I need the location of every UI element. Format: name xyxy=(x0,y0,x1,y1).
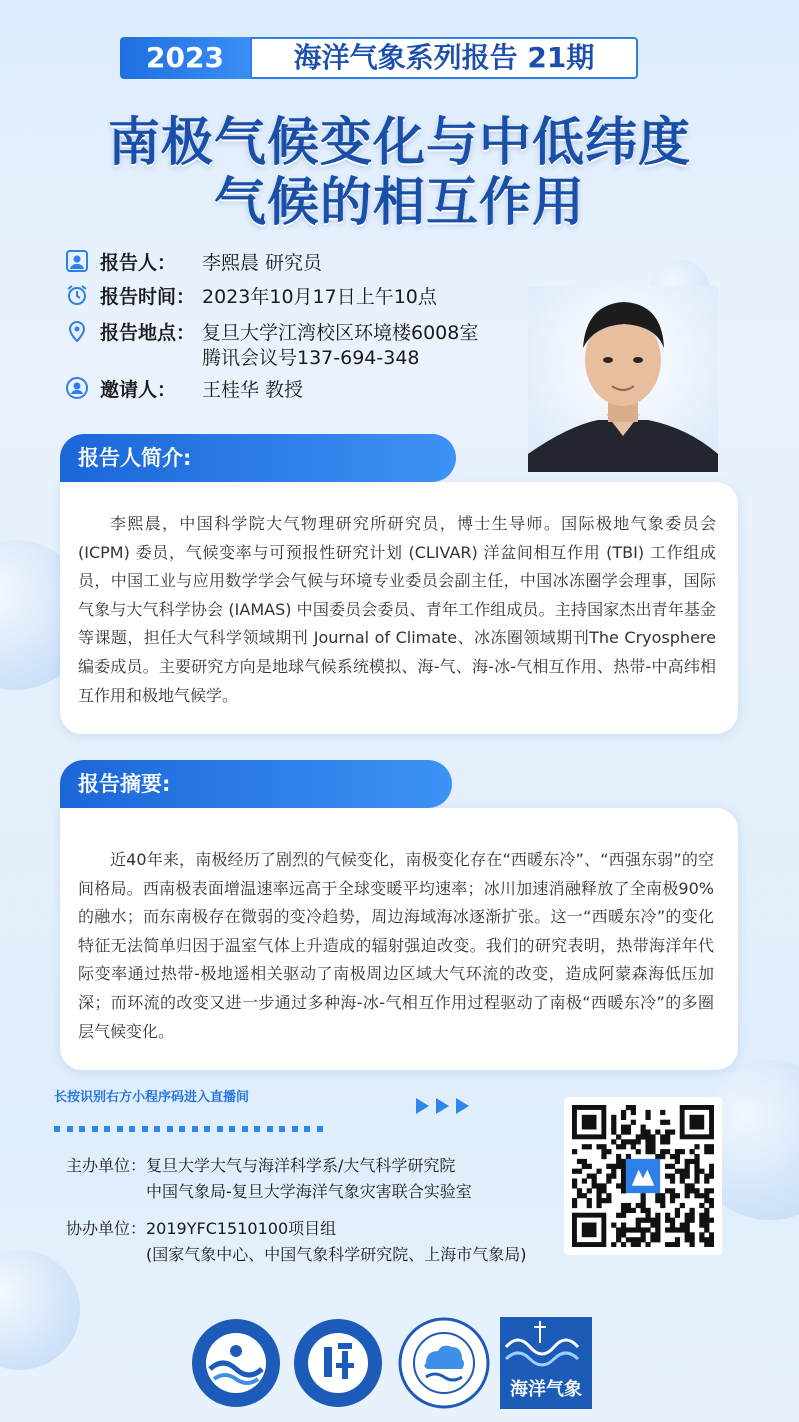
location-pin-icon xyxy=(66,320,88,342)
abstract-card xyxy=(60,808,738,1070)
organizer-co xyxy=(66,1216,527,1264)
bio-card xyxy=(60,482,738,734)
page-title-line2: 气候的相互作用 xyxy=(213,173,585,233)
marine-weather-logo xyxy=(500,1317,592,1409)
header-year: 2023 xyxy=(120,37,250,79)
host-unit-line1: 复旦大学大气与海洋科学系/大气科学研究院 xyxy=(146,1156,456,1175)
co-unit-line2: (国家气象中心、中国气象科学研究院、上海市气象局) xyxy=(146,1245,527,1264)
host-value: 王桂华 教授 xyxy=(202,379,304,401)
arrow-right-icon xyxy=(416,1098,476,1118)
fudan-institute-logo xyxy=(292,1317,384,1409)
marine-weather-logo-text: 海洋气象 xyxy=(510,1379,582,1400)
live-hint: 长按识别右方小程序码进入直播间 xyxy=(54,1090,250,1105)
abstract-heading: 报告摘要: xyxy=(60,760,452,808)
speaker-photo xyxy=(528,286,718,472)
abstract-text: 近40年来，南极经历了剧烈的气候变化，南极变化存在“西暖东冷”、“西强东弱”的空间格局。西南极表面增温速率远高于全球变暖平均速率；冰川加速消融释放了全南极90%的融水；而东南极存在微弱的变冷趋势，周边海域海冰逐渐扩张。这一“西暖东冷”的变化特征无法简单归因于温室气体上升造成的辐射强迫改变。我们的研究表明，热带海洋年代际变率通过热带-极地遥相关驱动了南极周边区域大气环流的改变，造成阿蒙森海低压加深；而环流的改变又进一步通过多种海-冰-气相互作用过程驱动了南极“西暖东冷”的多圈层气候变化。 xyxy=(78,850,714,1041)
place-label: 报告地点： xyxy=(100,322,196,344)
host-unit-label: 主办单位： xyxy=(66,1156,147,1175)
qr-code[interactable] xyxy=(564,1097,722,1255)
person-card-icon xyxy=(66,250,88,272)
host-label: 邀请人： xyxy=(100,379,177,401)
dotted-divider xyxy=(54,1117,329,1136)
bio-text: 李熙晨，中国科学院大气物理研究所研究员，博士生导师。国际极地气象委员会(ICPM) 委员，气候变率与可预报性研究计划 (CLIVAR) 洋盆间相互作用 (TBI) 工作组成员，中国工业与应用数学学会气候与环境专业委员会副主任，中国冰冻圈学会理事，国际气象与大气科学协会 (IAMAS) 中国委员会委员、青年工作组成员。主持国家杰出青年基金等课题，担任大气科学领域期刊 Journal of Climate、冰冻圈领域期刊The Cryosphere 编委成员。主要研究方向是地球气候系统模拟、海-气、海-冰-气相互作用、热带-中高纬相互作用和极地气候学。 xyxy=(78,514,716,705)
fudan-atmos-logo xyxy=(190,1317,282,1409)
speaker-value: 李熙晨 研究员 xyxy=(202,252,323,274)
place-value-line2: 腾讯会议号137-694-348 xyxy=(202,347,420,369)
bubble-decoration xyxy=(0,1250,80,1370)
co-unit-label: 协办单位： xyxy=(66,1219,147,1238)
co-unit-line1: 2019YFC1510100项目组 xyxy=(146,1219,337,1238)
qr-pattern xyxy=(572,1105,714,1247)
alarm-clock-icon xyxy=(66,284,88,306)
page-title-line1: 南极气候变化与中低纬度 xyxy=(107,113,691,173)
bio-heading: 报告人简介: xyxy=(60,434,456,482)
time-value: 2023年10月17日上午10点 xyxy=(202,286,437,308)
marine-meteorology-lab-logo xyxy=(398,1317,490,1409)
series-header xyxy=(120,37,638,79)
place-value-line1: 复旦大学江湾校区环境楼6008室 xyxy=(202,322,479,344)
speaker-label: 报告人： xyxy=(100,252,177,274)
host-unit-line2: 中国气象局-复旦大学海洋气象灾害联合实验室 xyxy=(146,1182,472,1201)
organizer-host xyxy=(66,1153,472,1201)
person-circle-icon xyxy=(66,377,88,399)
waves-icon xyxy=(500,1317,592,1369)
time-label: 报告时间： xyxy=(100,286,196,308)
header-series: 海洋气象系列报告 21期 xyxy=(250,37,638,79)
